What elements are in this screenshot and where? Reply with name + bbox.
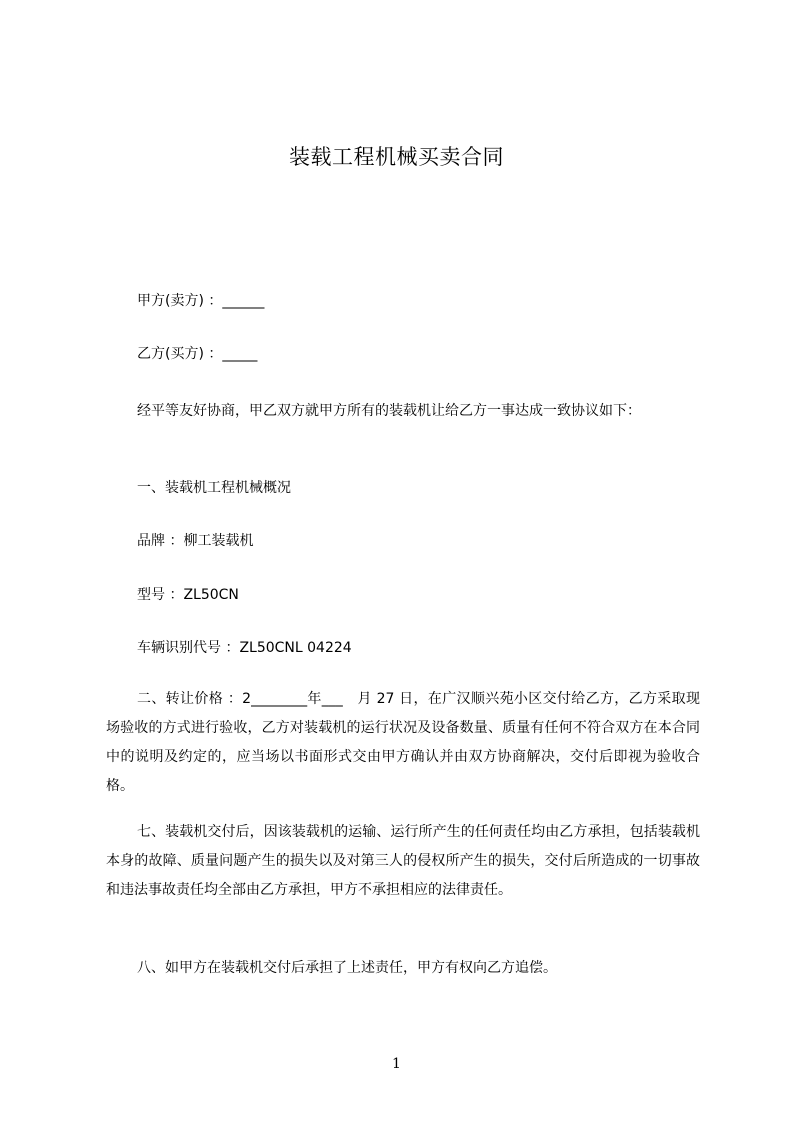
section-2-paragraph: 二、转让价格 ：2________年___ 月 27 日，在广汉顺兴苑小区交付给乙方，乙方采取现场验收的方式进行验收，乙方对装载机的运行状况及设备数量、质量有任何不符合双方在本合同中的说明及约定的，应当场以书面形式交由甲方确认并由双方协商解决，交付后即视为验收合格。 (106, 691, 700, 794)
vin-line: 车辆识别代号 ：ZL50CNL 04224 (137, 640, 352, 656)
model-line: 型号 ：ZL50CN (137, 587, 239, 603)
section-1-heading: 一、装载机工程机械概况 (137, 480, 291, 496)
party-a-line: 甲方(卖方) ：______ (137, 293, 265, 309)
party-b-line: 乙方(买方) ：_____ (137, 346, 258, 362)
brand-line: 品牌 ：柳工装载机 (137, 533, 254, 549)
section-8-line: 八、如甲方在装载机交付后承担了上述责任，甲方有权向乙方追偿。 (137, 960, 557, 976)
intro-paragraph: 经平等友好协商，甲乙双方就甲方所有的装载机让给乙方一事达成一致协议如下： (137, 403, 641, 419)
document-title: 装载工程机械买卖合同 (289, 145, 504, 169)
page-number: 1 (392, 1056, 401, 1072)
section-7-paragraph: 七、装载机交付后，因该装载机的运输、运行所产生的任何责任均由乙方承担，包括装载机本身的故障、质量问题产生的损失以及对第三人的侵权所产生的损失，交付后所造成的一切事故和违法事故责任均全部由乙方承担，甲方不承担相应的法律责任。 (106, 824, 700, 898)
